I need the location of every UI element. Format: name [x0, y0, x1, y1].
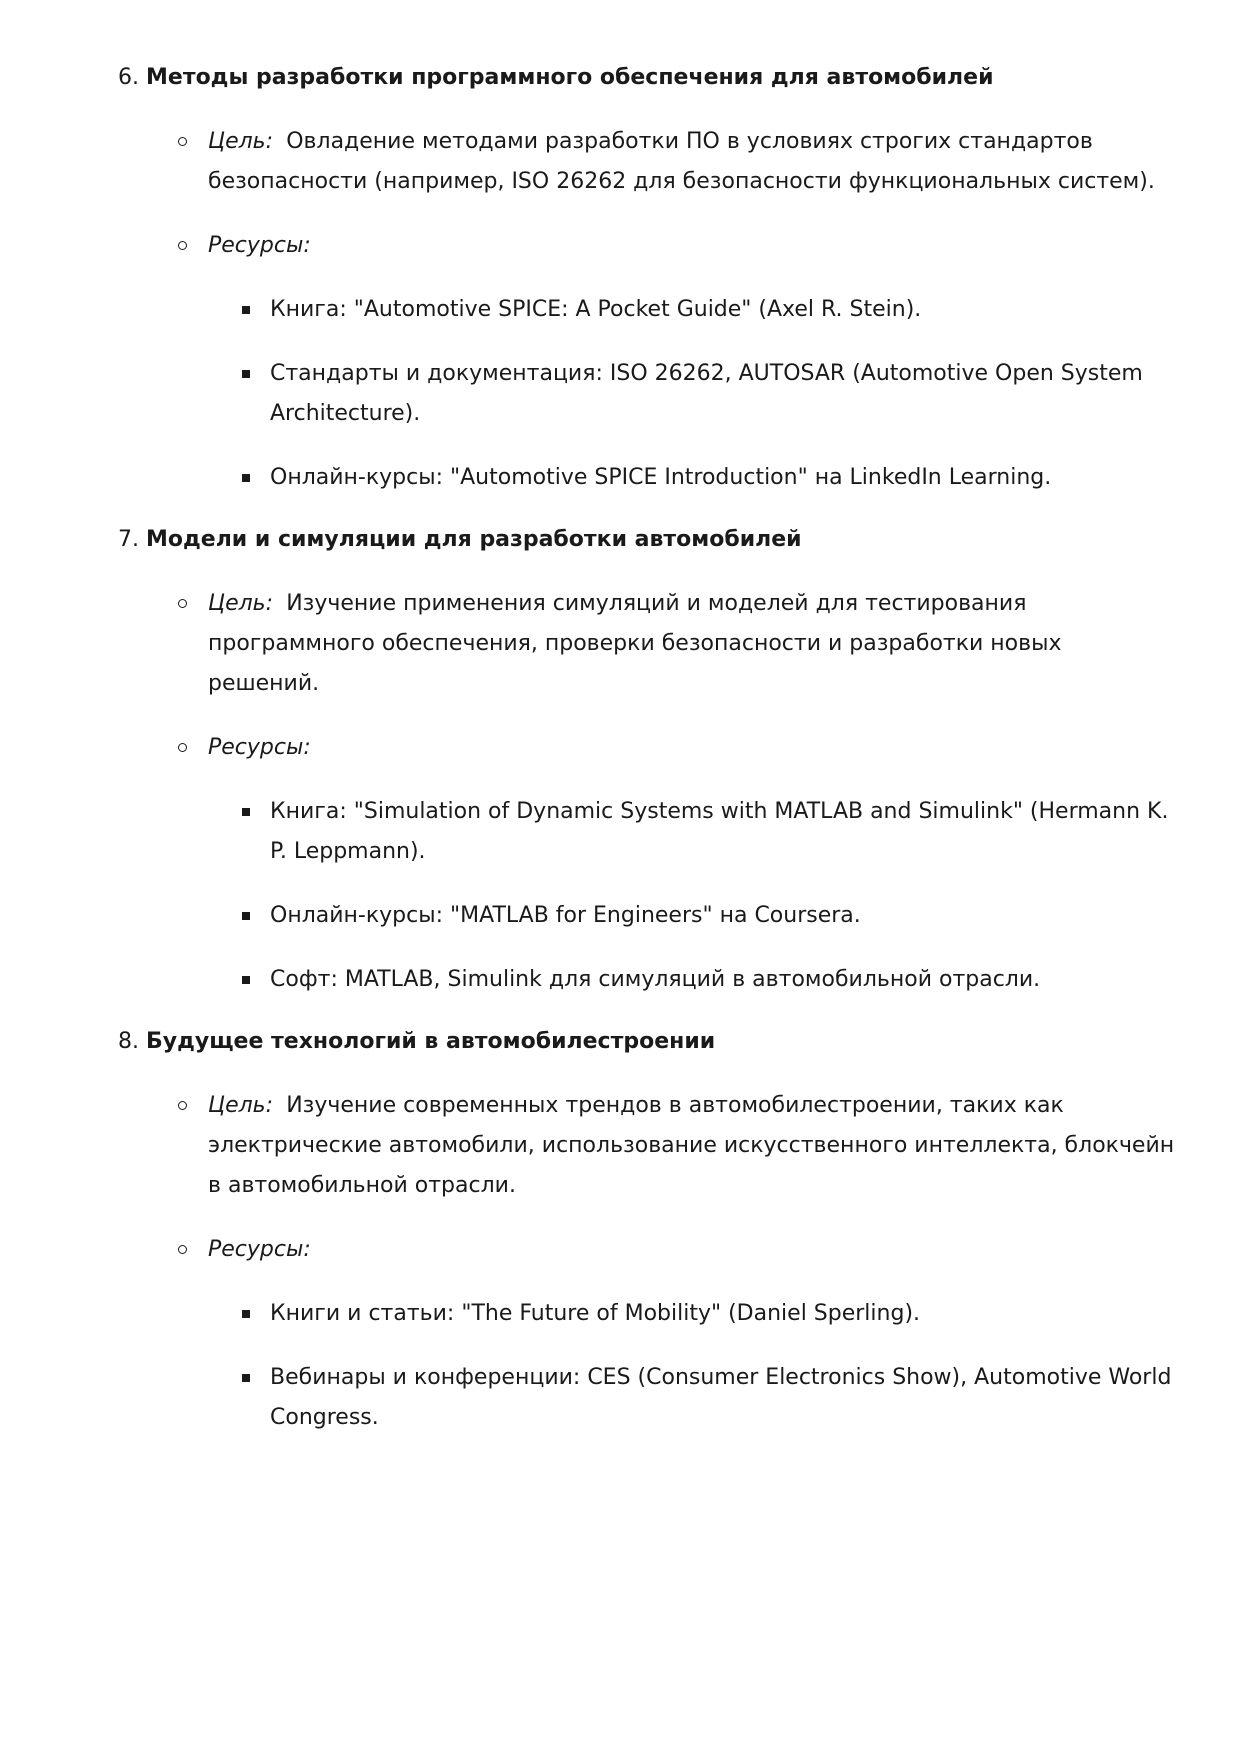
- resource-text: Книга: "Simulation of Dynamic Systems with MATLAB and Simulink" (Hermann K. P. Leppmann).: [270, 799, 1169, 864]
- hollow-circle-bullet-icon: [178, 1101, 187, 1110]
- section-title: Модели и симуляции для разработки автомобилей: [146, 527, 802, 552]
- resource-text: Книги и статьи: "The Future of Mobility" (Daniel Sperling).: [270, 1301, 921, 1326]
- resource-item: [0, 1294, 1239, 1334]
- resource-item: [0, 458, 1239, 498]
- resource-item: [0, 290, 1239, 330]
- section-title: Методы разработки программного обеспечения для автомобилей: [146, 65, 994, 90]
- resource-item: [0, 354, 1239, 434]
- resource-text: Онлайн-курсы: "MATLAB for Engineers" на Coursera.: [270, 903, 861, 928]
- resources-item: [0, 728, 1239, 768]
- resource-item: [0, 1358, 1239, 1438]
- square-bullet-icon: [242, 976, 250, 984]
- section-number: 8.: [118, 1029, 139, 1054]
- goal-text: Изучение современных трендов в автомобилестроении, таких как электрические автомобили, использование искусственного интеллекта, блокчейн в автомобильной отрасли.: [208, 1093, 1175, 1198]
- square-bullet-icon: [242, 1374, 250, 1382]
- hollow-circle-bullet-icon: [178, 743, 187, 752]
- section-number: 6.: [118, 65, 139, 90]
- resources-label: Ресурсы:: [208, 1237, 311, 1262]
- hollow-circle-bullet-icon: [178, 599, 187, 608]
- goal-item: [0, 584, 1239, 704]
- section-heading: [0, 1022, 1239, 1062]
- square-bullet-icon: [242, 306, 250, 314]
- document-body: [0, 58, 1239, 1438]
- section-title: Будущее технологий в автомобилестроении: [146, 1029, 716, 1054]
- section-8: [0, 1022, 1239, 1438]
- resource-item: [0, 960, 1239, 1000]
- resource-text: Онлайн-курсы: "Automotive SPICE Introduction" на LinkedIn Learning.: [270, 465, 1052, 490]
- square-bullet-icon: [242, 1310, 250, 1318]
- goal-label: Цель:: [208, 591, 274, 616]
- square-bullet-icon: [242, 808, 250, 816]
- hollow-circle-bullet-icon: [178, 241, 187, 250]
- goal-text: Овладение методами разработки ПО в условиях строгих стандартов безопасности (например, ISO 26262 для безопасности функциональных систем).: [208, 129, 1155, 194]
- section-number: 7.: [118, 527, 139, 552]
- section-7: [0, 520, 1239, 1000]
- square-bullet-icon: [242, 370, 250, 378]
- resources-label: Ресурсы:: [208, 233, 311, 258]
- resource-text: Вебинары и конференции: CES (Consumer Electronics Show), Automotive World Congress.: [270, 1365, 1172, 1430]
- goal-item: [0, 122, 1239, 202]
- goal-label: Цель:: [208, 129, 274, 154]
- resources-item: [0, 226, 1239, 266]
- resource-text: Софт: MATLAB, Simulink для симуляций в автомобильной отрасли.: [270, 967, 1041, 992]
- goal-label: Цель:: [208, 1093, 274, 1118]
- resources-label: Ресурсы:: [208, 735, 311, 760]
- goal-text: Изучение применения симуляций и моделей для тестирования программного обеспечения, проверки безопасности и разработки новых решений.: [208, 591, 1062, 696]
- goal-item: [0, 1086, 1239, 1206]
- section-heading: [0, 58, 1239, 98]
- square-bullet-icon: [242, 912, 250, 920]
- resource-text: Книга: "Automotive SPICE: A Pocket Guide" (Axel R. Stein).: [270, 297, 922, 322]
- square-bullet-icon: [242, 474, 250, 482]
- resource-item: [0, 896, 1239, 936]
- hollow-circle-bullet-icon: [178, 137, 187, 146]
- section-heading: [0, 520, 1239, 560]
- section-6: [0, 58, 1239, 498]
- resource-item: [0, 792, 1239, 872]
- hollow-circle-bullet-icon: [178, 1245, 187, 1254]
- resources-item: [0, 1230, 1239, 1270]
- resource-text: Стандарты и документация: ISO 26262, AUTOSAR (Automotive Open System Architecture).: [270, 361, 1143, 426]
